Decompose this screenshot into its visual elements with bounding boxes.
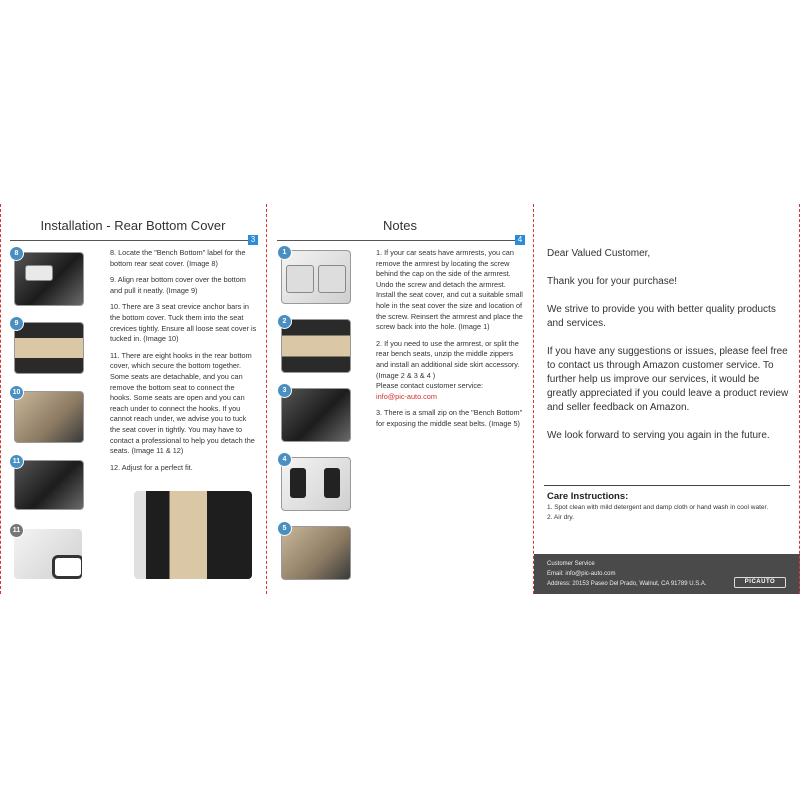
panel-title: Notes <box>383 218 417 233</box>
footer-email[interactable]: Email: info@pic-auto.com <box>547 571 616 577</box>
image-badge: 1 <box>277 245 292 260</box>
image-badge: 11 <box>9 454 24 469</box>
note-1: 1. If your car seats have armrests, you can remove the armrest by locating the screw behind the cap on the side of the armrest. Undo the screw and detach the armrest. Install the seat cover, and cut a suitable small hole in the seat cover the size and location of the screw. Reinsert the armrest and place the screw back into the hole. (Image 1) <box>376 248 523 332</box>
image-badge: 2 <box>277 314 292 329</box>
image-12-photo <box>134 491 252 579</box>
image-10-photo <box>14 391 84 443</box>
image-badge: 5 <box>277 521 292 536</box>
image-badge: 11 <box>9 523 24 538</box>
thank-you-letter <box>547 247 792 457</box>
step-9: 9. Align rear bottom cover over the bottom and pull it neatly. (Image 9) <box>110 275 246 295</box>
image-11b-photo <box>14 529 82 579</box>
image-5-photo <box>281 526 351 580</box>
step-11: 11. There are eight hooks in the rear bottom cover, which secure the bottom together. Some seats are detachable, and you can remove the bottom seat to connect the hooks. Some seats are open and you can reach under to connect the hooks. If you cannot reach under, we advise you to tuck the seat cover in tightly. You may have to contact a professional to help you detach the seats. (Image 11 & 12) <box>110 350 255 456</box>
footer-label: Customer Service <box>547 561 595 567</box>
image-1-photo <box>281 250 351 304</box>
note-3: 3. There is a small zip on the "Bench Bottom" for exposing the middle seat belts. (Image 5) <box>376 408 523 428</box>
image-2-photo <box>281 319 351 373</box>
footer-bar <box>534 554 800 594</box>
step-12: 12. Adjust for a perfect fit. <box>110 462 193 472</box>
title-rule <box>10 240 256 241</box>
letter-paragraph: We strive to provide you with better quality products and services. <box>547 304 776 329</box>
letter-paragraph: We look forward to serving you again in the future. <box>547 430 770 441</box>
image-badge: 3 <box>277 383 292 398</box>
notes-text <box>376 248 526 436</box>
care-title: Care Instructions: <box>547 491 629 502</box>
title-rule <box>277 240 523 241</box>
image-badge: 4 <box>277 452 292 467</box>
brochure-sheet <box>0 204 800 594</box>
care-item: 2. Air dry. <box>547 514 574 521</box>
image-8-photo <box>14 252 84 306</box>
note-2: 2. If you need to use the armrest, or split the rear bench seats, unzip the middle zippers and install an additional side skirt accessory. (Image 2 & 3 & 4 ) <box>376 338 520 380</box>
step-8: 8. Locate the "Bench Bottom" label for the bottom rear seat cover. (Image 8) <box>110 248 246 268</box>
step-10: 10. There are 3 seat crevice anchor bars in the bottom cover. Tuck them into the seat crevices tightly. Ensure all loose seat cover is tucked in. (Image 10) <box>110 302 257 344</box>
panel-notes <box>267 204 533 594</box>
image-badge: 10 <box>9 385 24 400</box>
care-list <box>547 503 768 523</box>
contact-email-link[interactable]: info@pic-auto.com <box>376 391 437 401</box>
image-badge: 8 <box>9 246 24 261</box>
footer-address: Address: 20153 Paseo Del Prado, Walnut, CA 91789 U.S.A. <box>547 581 707 587</box>
panel-title: Installation - Rear Bottom Cover <box>40 218 226 233</box>
panel-installation <box>0 204 266 594</box>
greeting: Dear Valued Customer, <box>547 248 651 259</box>
letter-paragraph: Thank you for your purchase! <box>547 276 678 287</box>
brand-logo: PICAUTO <box>734 577 786 588</box>
image-3-photo <box>281 388 351 442</box>
image-11-photo <box>14 460 84 510</box>
page-number: 4 <box>515 235 525 245</box>
care-item: 1. Spot clean with mild detergent and damp cloth or hand wash in cool water. <box>547 504 769 511</box>
image-badge: 9 <box>9 316 24 331</box>
page-number: 3 <box>248 235 258 245</box>
care-divider <box>544 485 790 486</box>
contact-label: Please contact customer service: <box>376 381 484 391</box>
letter-paragraph: If you have any suggestions or issues, please feel free to contact us through Amazon customer service. To further help us improve our services, it would be greatly appreciated if you could leave a product review and seller feedback on Amazon. <box>547 346 789 413</box>
image-9-photo <box>14 322 84 374</box>
instructions-text <box>110 248 258 479</box>
panel-thank-you <box>534 204 800 594</box>
image-4-photo <box>281 457 351 511</box>
